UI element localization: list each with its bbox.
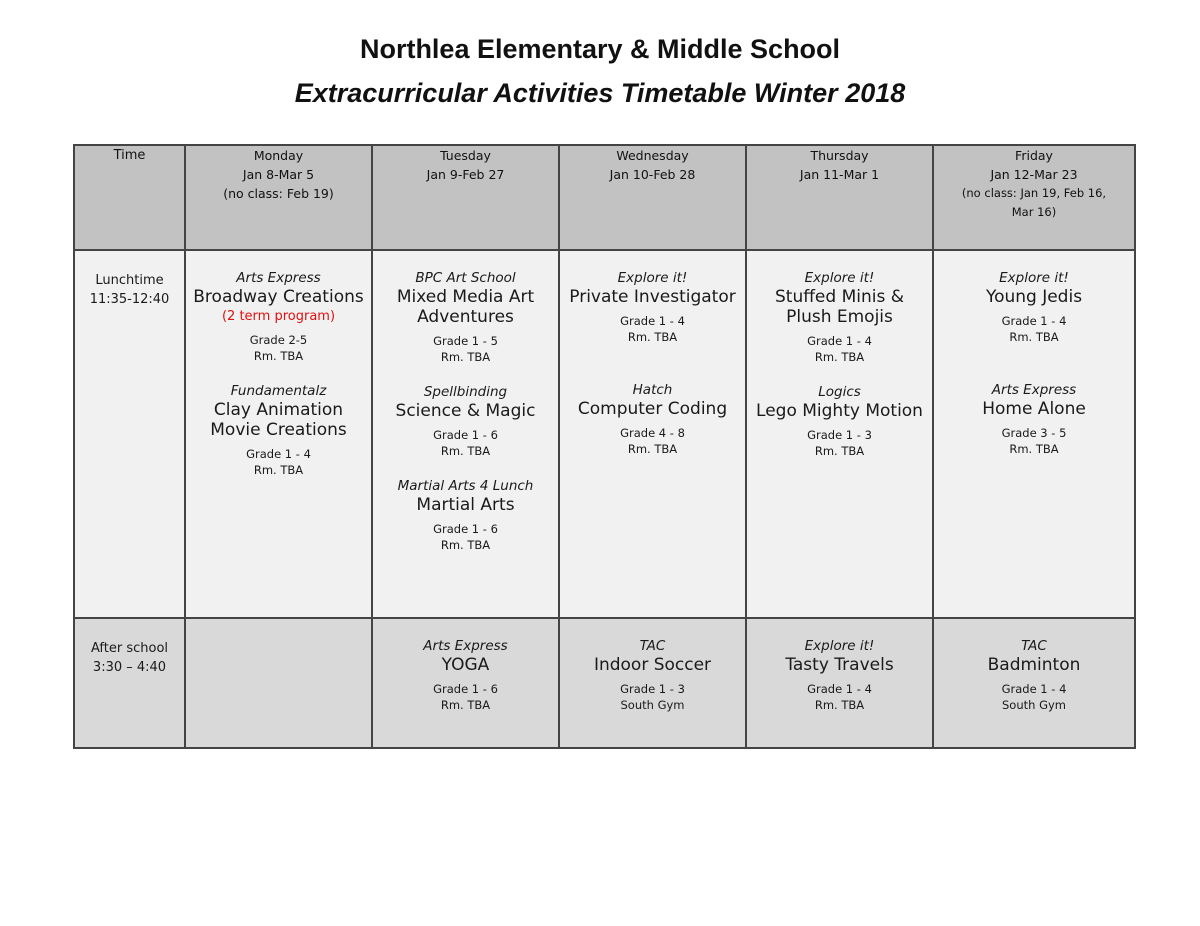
activity [934,269,1134,345]
activity-provider: Spellbinding [423,384,508,400]
activity [373,269,558,365]
activity [186,269,371,364]
after-friday [933,618,1135,748]
header-thursday [746,145,933,250]
after-time: 3:30 – 4:40 [92,660,167,675]
activity-room: Rm. TBA [814,444,865,458]
activity-grade: Grade 1 - 6 [433,428,498,442]
activity-provider: Arts Express [991,382,1077,398]
activity-provider: Logics [818,384,861,400]
activity-name: Tasty Travels [785,655,894,675]
after-tuesday [372,618,559,748]
activity-provider: Martial Arts 4 Lunch [397,478,534,494]
activity-grade: Grade 1 - 3 [620,682,685,696]
activity-name: Home Alone [982,399,1086,419]
activity-name: Science & Magic [395,401,536,421]
after-time-cell [74,618,185,748]
activity-room: Rm. TBA [253,463,304,477]
day-name: Thursday [810,148,869,163]
page-subtitle: Extracurricular Activities Timetable Winter 2018 [294,78,906,108]
header-row [74,145,1135,250]
activity-name: Young Jedis [985,287,1083,307]
activity-provider: TAC [1021,638,1047,654]
activity-room: Rm. TBA [814,698,865,712]
lunch-friday [933,250,1135,618]
after-monday [185,618,372,748]
activity-name: Broadway Creations [193,287,364,307]
day-dates: Jan 10-Feb 28 [609,167,696,182]
day-dates: Jan 8-Mar 5 [242,167,315,182]
day-dates: Jan 12-Mar 23 [990,167,1078,182]
day-name: Tuesday [440,148,491,163]
activity-provider: BPC Art School [415,270,516,286]
header-wednesday [559,145,746,250]
activity-room: Rm. TBA [253,349,304,363]
day-dates: Jan 11-Mar 1 [799,167,880,182]
after-wednesday [559,618,746,748]
lunch-time: 11:35-12:40 [89,292,170,307]
activity-name: Mixed Media Art [396,287,535,307]
page-title: Northlea Elementary & Middle School [359,34,841,64]
activity-room: Rm. TBA [627,330,678,344]
activity-grade: Grade 1 - 5 [433,334,498,348]
activity-provider: Explore it! [999,270,1069,286]
activity-room: South Gym [620,698,685,712]
activity-room: South Gym [1002,698,1066,712]
activity-provider: TAC [639,638,666,654]
header-monday [185,145,372,250]
activity-room: Rm. TBA [627,442,678,456]
activity-name: Private Investigator [569,287,736,307]
lunch-label: Lunchtime [95,273,164,288]
activity-grade: Grade 1 - 4 [807,682,872,696]
day-note-cont: Mar 16) [1011,205,1057,219]
header-friday [933,145,1135,250]
header-tuesday [372,145,559,250]
activity-name: Computer Coding [577,399,728,419]
activity [560,637,745,713]
activity-name: Martial Arts [416,495,515,515]
day-name: Friday [1015,148,1053,163]
day-name: Monday [253,148,304,163]
activity-grade: Grade 1 - 4 [807,334,872,348]
activity-provider: Arts Express [236,270,321,286]
activity [373,383,558,459]
activity-room: Rm. TBA [440,444,491,458]
activity-provider: Explore it! [617,270,688,286]
activity-name: Clay Animation [213,400,344,420]
activity-name: Lego Mighty Motion [756,401,923,421]
day-note: (no class: Feb 19) [223,186,334,201]
day-dates: Jan 9-Feb 27 [426,167,505,182]
activity [560,381,745,457]
activity-grade: Grade 4 - 8 [620,426,685,440]
activity [373,637,558,713]
lunch-row [74,250,1135,618]
activity-provider: Arts Express [423,638,508,654]
activity [747,383,932,459]
activity-room: Rm. TBA [1009,330,1059,344]
timetable [73,144,1136,749]
activity-room: Rm. TBA [814,350,865,364]
activity-grade: Grade 1 - 4 [246,447,311,461]
lunch-monday [185,250,372,618]
lunch-thursday [746,250,933,618]
activity [747,269,932,365]
activity [373,477,558,553]
after-label: After school [90,641,169,656]
lunch-wednesday [559,250,746,618]
activity-provider: Hatch [632,382,673,398]
activity [747,637,932,713]
activity-grade: Grade 3 - 5 [1001,426,1067,440]
activity-provider: Fundamentalz [230,383,327,399]
activity-name-cont: Plush Emojis [786,307,893,327]
activity-name-cont: Adventures [417,307,514,327]
activity [934,381,1134,457]
lunch-time-cell [74,250,185,618]
activity [934,637,1134,713]
activity [186,382,371,478]
day-note: (no class: Jan 19, Feb 16, [961,186,1107,200]
activity-grade: Grade 1 - 6 [433,522,498,536]
activity-grade: Grade 2-5 [249,333,308,347]
activity-name: Badminton [987,655,1081,675]
activity-grade: Grade 1 - 6 [433,682,498,696]
after-thursday [746,618,933,748]
activity-grade: Grade 1 - 4 [1001,314,1067,328]
activity-name-cont: Movie Creations [210,420,347,440]
activity-name: Indoor Soccer [593,655,712,675]
activity-name: YOGA [441,655,490,675]
activity-room: Rm. TBA [440,350,491,364]
lunch-tuesday [372,250,559,618]
activity-room: Rm. TBA [440,698,491,712]
header-time: Time [74,145,185,250]
activity-name: Stuffed Minis & [774,287,904,307]
activity [560,269,745,345]
activity-room: Rm. TBA [440,538,491,552]
activity-grade: Grade 1 - 4 [1001,682,1067,696]
after-school-row [74,618,1135,748]
activity-room: Rm. TBA [1009,442,1059,456]
activity-grade: Grade 1 - 3 [807,428,872,442]
activity-provider: Explore it! [804,270,875,286]
activity-grade: Grade 1 - 4 [620,314,685,328]
activity-provider: Explore it! [804,638,875,654]
activity-note: (2 term program) [221,309,336,324]
day-name: Wednesday [616,148,689,163]
